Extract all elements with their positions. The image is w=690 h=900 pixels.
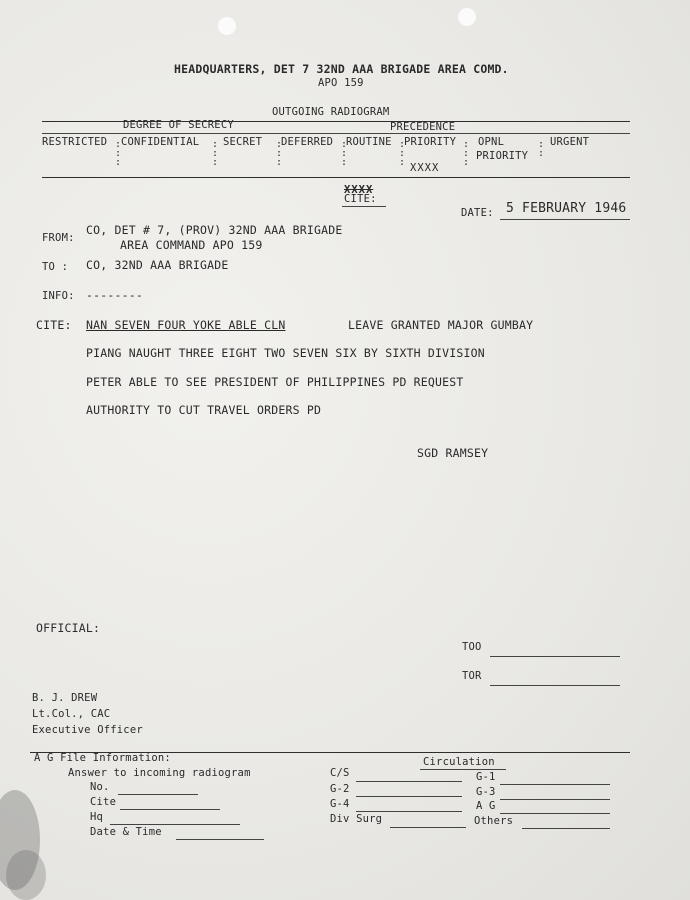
precedence-heading: PRECEDENCE [390,121,456,133]
info-label: INFO: [42,290,75,302]
col-routine: ROUTINE [346,136,392,148]
header-apo: APO 159 [318,77,364,89]
col-separators-2: : : : [212,139,219,168]
body-line4: AUTHORITY TO CUT TRAVEL ORDERS PD [86,403,322,417]
g2-line [356,796,462,797]
header-title: HEADQUARTERS, DET 7 32ND AAA BRIGADE AREA COMD. [174,62,509,76]
date-underline [500,219,630,220]
others-label: Others [474,815,514,827]
info-value: -------- [86,288,143,302]
col-separators: : : : [115,139,122,168]
cite-label: CITE: [36,318,72,332]
others-line [522,828,610,829]
stain-bottom-left-2 [6,850,46,900]
circulation-underline [420,769,506,770]
cs-label: C/S [330,767,350,779]
ag-line [500,813,610,814]
g1-label: G-1 [476,771,496,783]
punch-hole-right [458,8,476,26]
col-confidential: CONFIDENTIAL [121,136,200,148]
div-surg-label: Div Surg [330,813,383,825]
col-separators-3: : : : [276,139,283,168]
form-type: OUTGOING RADIOGRAM [272,106,390,118]
to-label: TO : [42,261,69,273]
signer-rank: Lt.Col., CAC [32,708,111,720]
no-label: No. [90,781,110,793]
from-line1: CO, DET # 7, (PROV) 32ND AAA BRIGADE [86,223,343,237]
hq-line [110,824,240,825]
date-label: DATE: [461,207,494,219]
signer-name: B. J. DREW [32,692,98,704]
col-separators-7: : : [538,139,545,159]
col-opnl-line1: OPNL [478,136,505,148]
g4-line [356,811,462,812]
circulation-heading: Circulation [423,756,495,768]
body-line3: PETER ABLE TO SEE PRESIDENT OF PHILIPPINES PD REQUEST [86,375,464,389]
col-deferred: DEFERRED [281,136,334,148]
col-separators-6: : : : [463,139,470,168]
date-time-label: Date & Time [90,826,162,838]
body-line2: PIANG NAUGHT THREE EIGHT TWO SEVEN SIX BY SIXTH DIVISION [86,346,485,360]
from-line2: AREA COMMAND APO 159 [120,238,263,252]
cite-field-label: Cite [90,796,117,808]
col-urgent: URGENT [550,136,590,148]
col-separators-5: : : : [399,139,406,168]
signature: SGD RAMSEY [417,446,489,460]
from-label: FROM: [42,232,75,244]
cite-mark: XXXX [344,184,374,196]
cs-line [356,781,462,782]
to-value: CO, 32ND AAA BRIGADE [86,258,229,272]
g1-line [500,784,610,785]
col-secret: SECRET [223,136,263,148]
g3-line [500,799,610,800]
no-line [118,794,198,795]
punch-hole-left [218,17,236,35]
file-info-heading: A G File Information: [34,752,171,764]
hq-label: Hq [90,811,104,823]
tor-line [490,685,620,686]
col-restricted: RESTRICTED [42,136,108,148]
col-separators-4: : : : [341,139,348,168]
cite-mark-label: CITE: [344,193,377,205]
too-line [490,656,620,657]
col-opnl-line2: PRIORITY [476,150,529,162]
too-label: TOO [462,641,482,653]
g3-label: G-3 [476,786,496,798]
body-line1: LEAVE GRANTED MAJOR GUMBAY [348,318,534,332]
date-value: 5 FEBRUARY 1946 [506,201,627,216]
tor-label: TOR [462,670,482,682]
secrecy-heading: DEGREE OF SECRECY [123,119,234,131]
official-label: OFFICIAL: [36,621,101,635]
priority-mark: XXXX [410,162,440,174]
cite-underline [342,206,386,207]
answer-label: Answer to incoming radiogram [68,767,251,779]
date-time-line [176,839,264,840]
ag-label: A G [476,800,496,812]
cite-line [120,809,220,810]
signer-title: Executive Officer [32,724,143,736]
table-mid-rule [42,133,630,134]
g2-label: G-2 [330,783,350,795]
cite-code: NAN SEVEN FOUR YOKE ABLE CLN [86,318,286,332]
g4-label: G-4 [330,798,350,810]
table-bottom-rule [42,177,630,178]
col-priority: PRIORITY [404,136,457,148]
div-surg-line [390,827,466,828]
